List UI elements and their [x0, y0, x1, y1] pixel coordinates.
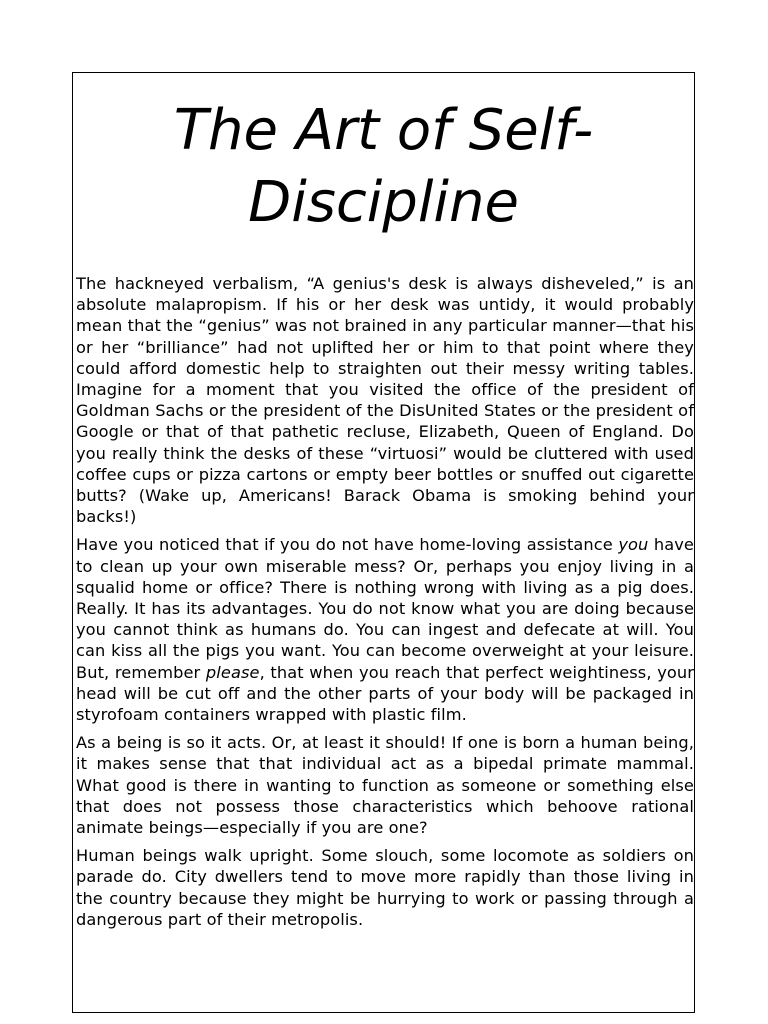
title-line-2: Discipline	[248, 170, 519, 235]
paragraph-2	[76, 534, 694, 725]
paragraph-2-emphasis-you: you	[618, 535, 649, 555]
page-frame	[72, 72, 695, 1013]
title-line-1: The Art of Self-	[173, 98, 594, 163]
paragraph-3: As a being is so it acts. Or, at least it should! If one is born a human being, it makes sense that that individual act as a bipedal primate mammal. What good is there in wanting to function as someone or something else that does not possess those characteristics which behoove rational animate beings—especially if you are one?	[76, 733, 694, 838]
body-text	[76, 273, 694, 937]
document-title	[73, 73, 694, 239]
paragraph-2-part-3: , that when you reach that perfect weightiness, your head will be cut off and the other parts of your body will be packaged in styrofoam containers wrapped with plastic film.	[76, 662, 694, 725]
paragraph-2-part-1: Have you noticed that if you do not have home-loving assistance	[76, 535, 619, 555]
paragraph-2-part-2: have to clean up your own miserable mess? Or, perhaps you enjoy living in a squalid home or office? There is nothing wrong with living as a pig does. Really. It has its advantages. You do not know what you are doing because you cannot think as humans do. You can ingest and defecate at will. You can kiss all the pigs you want. You can become overweight at your leisure. But, remember	[76, 535, 694, 682]
paragraph-1: The hackneyed verbalism, “A genius's desk is always disheveled,” is an absolute malapropism. If his or her desk was untidy, it would probably mean that the “genius” was not brained in any particular manner—that his or her “brilliance” had not uplifted her or him to that point where they could afford domestic help to straighten out their messy writing tables. Imagine for a moment that you visited the office of the president of Goldman Sachs or the president of the DisUnited States or the president of Google or that of that pathetic recluse, Elizabeth, Queen of England. Do you really think the desks of these “virtuosi” would be cluttered with used coffee cups or pizza cartons or empty beer bottles or snuffed out cigarette butts? (Wake up, Americans! Barack Obama is smoking behind your backs!)	[76, 274, 694, 527]
paragraph-4: Human beings walk upright. Some slouch, some locomote as soldiers on parade do. City dwellers tend to move more rapidly than those living in the country because they might be hurrying to work or passing through a dangerous part of their metropolis.	[76, 846, 694, 929]
paragraph-2-emphasis-please: please	[205, 662, 260, 682]
